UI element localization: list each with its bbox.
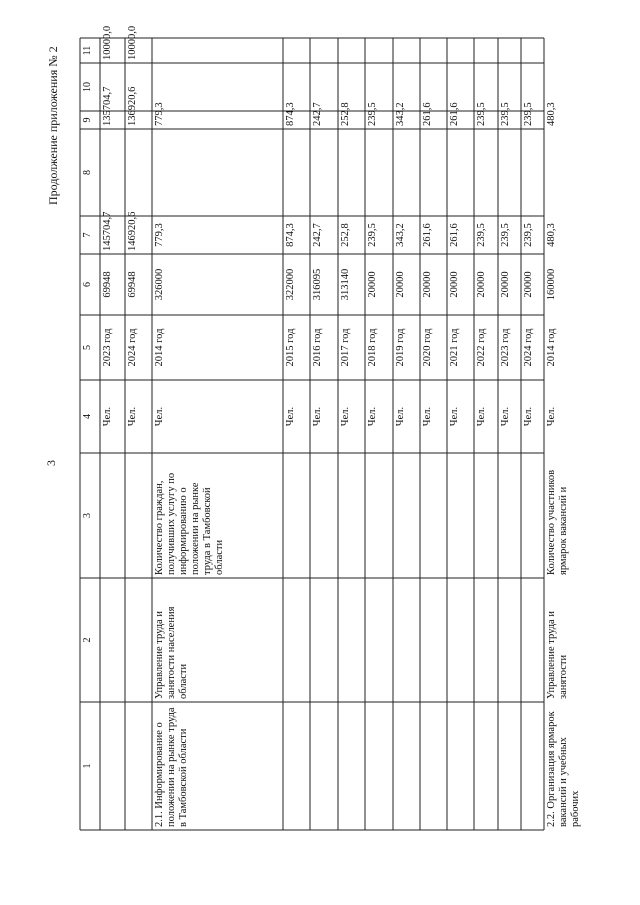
table-cell: 239,5 xyxy=(367,102,378,126)
table-cell: Чел. xyxy=(312,406,323,427)
table-cell: Чел. xyxy=(523,406,534,427)
table-cell: 10000,0 xyxy=(127,25,138,60)
table-cell: 2022 год xyxy=(476,328,487,367)
table-cell: 779,3 xyxy=(154,223,165,247)
table-cell: 239,5 xyxy=(500,223,511,247)
table-cell: 874,3 xyxy=(285,102,296,126)
header-cell: 7 xyxy=(82,232,93,238)
table-cell: 2015 год xyxy=(285,328,296,367)
table-cell: 160000 xyxy=(546,268,557,301)
table-cell: Управление труда и занятости населения области xyxy=(154,606,189,699)
table-cell: 480,3 xyxy=(546,102,557,126)
table-cell: 2017 год xyxy=(340,328,351,367)
table-cell: 343,2 xyxy=(395,102,406,126)
table-cell: 136920,6 xyxy=(127,86,138,126)
table-cell: 322000 xyxy=(285,268,296,301)
table-cell: Чел. xyxy=(127,406,138,427)
table-cell: Чел. xyxy=(546,406,557,427)
table-cell: 480,3 xyxy=(546,223,557,247)
table-cell: 2024 год xyxy=(523,328,534,367)
table-cell: 343,2 xyxy=(395,223,406,247)
table-cell: 20000 xyxy=(422,271,433,298)
table-cell: 2021 год xyxy=(449,328,460,367)
table-cell: Чел. xyxy=(500,406,511,427)
table-cell: 239,5 xyxy=(476,223,487,247)
table-cell: 2016 год xyxy=(312,328,323,367)
table-cell: 316095 xyxy=(312,268,323,301)
table-cell: 252,8 xyxy=(340,102,351,126)
table-cell: 20000 xyxy=(476,271,487,298)
table-cell: 2023 год xyxy=(102,328,113,367)
table-cell: 2020 год xyxy=(422,328,433,367)
table-cell: 20000 xyxy=(523,271,534,298)
table-cell: 239,5 xyxy=(500,102,511,126)
table-cell: 135704,7 xyxy=(102,86,113,126)
table-cell: 2.2. Организация ярмарок вакансий и учебных рабочих xyxy=(546,711,581,827)
table-cell: 242,7 xyxy=(312,223,323,247)
table-cell: Чел. xyxy=(154,406,165,427)
table-cell: Чел. xyxy=(285,406,296,427)
table-cell: 20000 xyxy=(395,271,406,298)
table-cell: 261,6 xyxy=(422,102,433,126)
table-cell: 239,5 xyxy=(523,102,534,126)
table-cell: 261,6 xyxy=(449,223,460,247)
table-cell: Количество граждан, получивших услугу по информированию о положении на рынке труда в Тамбовской области xyxy=(154,472,225,575)
header-cell: 11 xyxy=(82,45,93,56)
table-cell: 239,5 xyxy=(367,223,378,247)
table-cell: 10000,0 xyxy=(102,25,113,60)
table-cell: 145704,7 xyxy=(102,211,113,251)
table-cell: 2018 год xyxy=(367,328,378,367)
table-cell: 242,7 xyxy=(312,102,323,126)
table-cell: 69948 xyxy=(127,271,138,298)
header-cell: 2 xyxy=(82,637,93,643)
header-cell: 1 xyxy=(82,763,93,769)
header-cell: 10 xyxy=(82,82,93,92)
table-cell: Чел. xyxy=(422,406,433,427)
table-cell: Количество участников ярмарок вакансий и xyxy=(546,469,569,575)
table-cell: Чел. xyxy=(367,406,378,427)
page-number: 3 xyxy=(44,460,58,466)
table-cell: 779,3 xyxy=(154,102,165,126)
header-cell: 4 xyxy=(82,414,93,419)
header-cell: 3 xyxy=(82,513,93,518)
header-cell: 9 xyxy=(82,117,93,123)
table-cell: 252,8 xyxy=(340,223,351,247)
table-cell: 2019 год xyxy=(395,328,406,367)
table-cell: Чел. xyxy=(395,406,406,427)
table-cell: 2024 год xyxy=(127,328,138,367)
table-cell: Чел. xyxy=(102,406,113,427)
table-cell: 20000 xyxy=(367,271,378,298)
table-cell: 239,5 xyxy=(523,223,534,247)
header-cell: 5 xyxy=(82,345,93,350)
header-cell: 8 xyxy=(82,170,93,175)
header-cell: 6 xyxy=(82,282,93,287)
table-cell: 326000 xyxy=(154,268,165,301)
table-cell: 2.1. Информирование о положении на рынке труда в Тамбовской области xyxy=(154,707,189,827)
table-cell: 239,5 xyxy=(476,102,487,126)
page-title: Продолжение приложения № 2 xyxy=(46,46,60,205)
table-cell: Чел. xyxy=(340,406,351,427)
table-cell: 313140 xyxy=(340,268,351,301)
table-cell: Чел. xyxy=(476,406,487,427)
table-cell: 2023 год xyxy=(500,328,511,367)
table-cell: Чел. xyxy=(449,406,460,427)
table-cell: 261,6 xyxy=(422,223,433,247)
table-cell: 874,3 xyxy=(285,223,296,247)
table-cell: 146920,6 xyxy=(127,211,138,251)
table-cell: 20000 xyxy=(449,271,460,298)
table-cell: 261,6 xyxy=(449,102,460,126)
table-cell: 20000 xyxy=(500,271,511,298)
table-cell: 2014 год xyxy=(154,328,165,367)
table-cell: 69948 xyxy=(102,271,113,298)
table-cell: Управление труда и занятости xyxy=(546,611,569,699)
table-cell: 2014 год xyxy=(546,328,557,367)
